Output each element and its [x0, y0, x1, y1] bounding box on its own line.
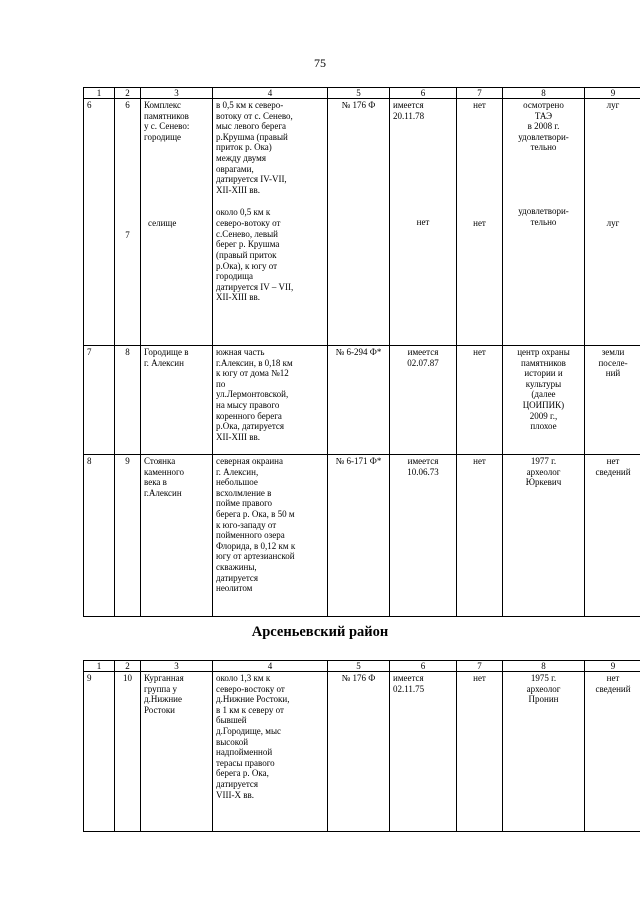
condition-main: осмотрено ТАЭ в 2008 г. удовлетвори- тельно [518, 100, 569, 153]
column-number-row [84, 661, 640, 672]
column-number: 7 [457, 88, 503, 99]
cell-monument-name: Стоянка каменного века в г.Алексин [141, 455, 213, 617]
cell-land-category [585, 99, 640, 346]
cell-registry-number [115, 99, 141, 346]
column-number: 5 [328, 661, 390, 672]
column-number: 1 [84, 661, 115, 672]
cell-location [213, 99, 328, 346]
page-number: 75 [314, 56, 326, 70]
passport-sub: нет [416, 217, 430, 228]
cell-document: № 6-294 Ф* [328, 346, 390, 455]
column-number: 4 [213, 661, 328, 672]
column-number: 9 [585, 88, 640, 99]
column-number: 6 [390, 88, 457, 99]
cell-location: северная окраина г. Алексин, небольшое всхолмление в пойме правого берега р. Ока, в 50 м к юго-западу от пойменного озера Флорида, в 0,12 км к югу от артезианской скважины, датируется неолитом [213, 455, 328, 617]
cell-document: № 6-171 Ф* [328, 455, 390, 617]
column-number: 1 [84, 88, 115, 99]
cell-obligation: нет [457, 672, 503, 832]
obligation-sub: нет [473, 217, 486, 228]
monuments-table [83, 87, 640, 617]
location-sub: около 0,5 км к северо-вотоку от с.Сенево, левый берег р. Крушма (правый приток р.Ока), к югу от городища датируется IV – VII, XII-XIII вв. [216, 207, 294, 303]
registry-number-main: 6 [125, 100, 130, 110]
cell-document: № 176 Ф [328, 99, 390, 346]
condition-sub: удовлетвори- тельно [518, 206, 569, 227]
registry-number-sub: 7 [125, 229, 130, 240]
cell-passport: имеется 02.11.75 [390, 672, 457, 832]
column-number: 5 [328, 88, 390, 99]
land-category-main: луг [606, 100, 620, 110]
table-row [84, 99, 640, 346]
cell-obligation: нет [457, 346, 503, 455]
section-heading: Арсеньевский район [251, 624, 389, 640]
cell-obligation: нет [457, 455, 503, 617]
column-number: 3 [141, 661, 213, 672]
cell-land-category: нет сведений [585, 455, 640, 617]
cell-row-number: 6 [84, 99, 115, 346]
passport-main: имеется 20.11.78 [393, 100, 425, 121]
cell-passport: имеется 02.07.87 [390, 346, 457, 455]
monuments-table-arsenyevsky [83, 660, 640, 832]
land-category-sub: луг [606, 217, 620, 228]
column-number: 9 [585, 661, 640, 672]
column-number: 3 [141, 88, 213, 99]
cell-condition: 1975 г. археолог Пронин [503, 672, 585, 832]
cell-registry-number: 9 [115, 455, 141, 617]
cell-obligation [457, 99, 503, 346]
column-number: 2 [115, 88, 141, 99]
cell-location: южная часть г.Алексин, в 0,18 км к югу от дома №12 по ул.Лермонтовской, на мысу правого коренного берега р.Ока, датируется XII-XIII вв. [213, 346, 328, 455]
table-row [84, 672, 640, 832]
cell-land-category: земли поселе- ний [585, 346, 640, 455]
cell-condition: центр охраны памятников истории и культуры (далее ЦОИПИК) 2009 г., плохое [503, 346, 585, 455]
column-number: 6 [390, 661, 457, 672]
column-number: 4 [213, 88, 328, 99]
monument-name-sub: селище [148, 218, 177, 229]
cell-condition [503, 99, 585, 346]
table-row [84, 346, 640, 455]
cell-registry-number: 10 [115, 672, 141, 832]
cell-location: около 1,3 км к северо-востоку от д.Нижние Ростоки, в 1 км к северу от бывшей д.Городище, мыс высокой надпойменной терасы правого берега р. Ока, датируется VIII-X вв. [213, 672, 328, 832]
cell-document: № 176 Ф [328, 672, 390, 832]
cell-passport: имеется 10.06.73 [390, 455, 457, 617]
cell-monument-name [141, 99, 213, 346]
column-number: 7 [457, 661, 503, 672]
column-number: 2 [115, 661, 141, 672]
cell-row-number: 9 [84, 672, 115, 832]
cell-passport [390, 99, 457, 346]
cell-monument-name: Курганная группа у д.Нижние Ростоки [141, 672, 213, 832]
column-number: 8 [503, 661, 585, 672]
cell-condition: 1977 г. археолог Юркевич [503, 455, 585, 617]
table-row [84, 455, 640, 617]
cell-row-number: 7 [84, 346, 115, 455]
column-number-row [84, 88, 640, 99]
monument-name-main: Комплекс памятников у с. Сенево: городище [144, 100, 190, 142]
cell-land-category: нет сведений [585, 672, 640, 832]
location-main: в 0,5 км к северо- вотоку от с. Сенево, мыс левого берега р.Крушма (правый приток р. Ока) между двумя оврагами, датируется IV-VII, XII-XIII вв. [216, 100, 293, 195]
cell-registry-number: 8 [115, 346, 141, 455]
column-number: 8 [503, 88, 585, 99]
cell-row-number: 8 [84, 455, 115, 617]
cell-monument-name: Городище в г. Алексин [141, 346, 213, 455]
obligation-main: нет [473, 100, 486, 110]
